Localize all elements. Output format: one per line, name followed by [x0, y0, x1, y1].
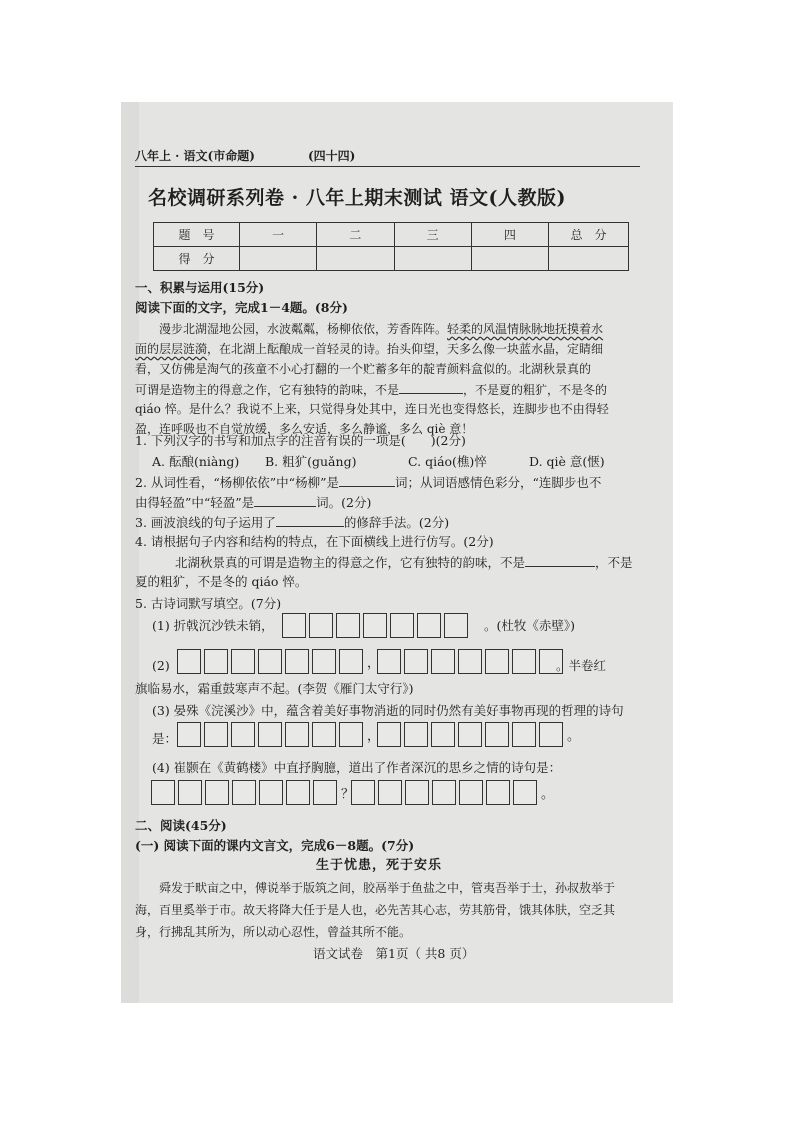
- q5-part2-line2: 旗临易水，霜重鼓寒声不起。(李贺《雁门太守行》): [135, 681, 414, 696]
- table-cell: 四: [471, 223, 548, 247]
- char-box[interactable]: [286, 780, 310, 805]
- char-box[interactable]: [485, 722, 509, 747]
- char-box[interactable]: [339, 722, 363, 747]
- option-b[interactable]: B. 粗犷(guǎng): [265, 454, 357, 469]
- char-box[interactable]: [204, 649, 228, 674]
- char-box[interactable]: [485, 649, 509, 674]
- passage-title: 生于忧患，死于安乐: [316, 858, 443, 873]
- char-box[interactable]: [309, 613, 333, 638]
- char-box[interactable]: [339, 649, 363, 674]
- char-box[interactable]: [513, 780, 537, 805]
- score-entry-cell[interactable]: [471, 247, 548, 271]
- question-1: 1. 下列汉字的书写和加点字的注音有误的一项是( )(2分): [135, 433, 466, 448]
- char-box[interactable]: [377, 722, 401, 747]
- q5-part3-prefix: 是：: [152, 731, 178, 746]
- char-box[interactable]: [404, 722, 428, 747]
- passage-line: 盈，连呼吸也不自觉放缓，多么安适，多么静谧，多么 qiè 意！: [135, 422, 474, 436]
- option-d[interactable]: D. qiè 意(惬): [529, 454, 605, 469]
- char-box[interactable]: [285, 649, 309, 674]
- q5-part2-prefix: (2): [152, 658, 170, 673]
- passage-line: 漫步北湖湿地公园，水波粼粼，杨柳依依，芳香阵阵。轻柔的风温情脉脉地抚摸着水: [135, 322, 604, 336]
- char-box[interactable]: [539, 722, 563, 747]
- score-entry-cell[interactable]: [317, 247, 394, 271]
- section2-heading: 二、阅读(45分): [135, 818, 227, 833]
- char-box[interactable]: [285, 722, 309, 747]
- table-cell: 总 分: [549, 223, 629, 247]
- question-3: 3. 画波浪线的句子运用了 的修辞手法。(2分): [135, 515, 450, 530]
- q5-part1-prefix: (1) 折戟沉沙铁未销，: [152, 618, 274, 633]
- char-box[interactable]: [363, 613, 387, 638]
- table-cell: 二: [317, 223, 394, 247]
- q5-part1-source: 。(杜牧《赤壁》): [484, 618, 576, 633]
- passage-line: 看，又仿佛是淘气的孩童不小心打翻的一个贮蓄多年的靛青颜料盒似的。北湖秋景真的: [135, 362, 592, 376]
- option-a[interactable]: A. 酝酿(niàng): [152, 454, 240, 469]
- answer-blank[interactable]: [254, 494, 316, 507]
- wavy-underlined-sentence: 轻柔的风温情脉脉地抚摸着水: [447, 322, 604, 336]
- char-box[interactable]: [404, 649, 428, 674]
- char-box[interactable]: [377, 649, 401, 674]
- score-entry-cell[interactable]: [394, 247, 471, 271]
- answer-blank[interactable]: [525, 554, 595, 567]
- char-box[interactable]: [390, 613, 414, 638]
- question-4: 4. 请根据句子内容和结构的特点，在下面横线上进行仿写。(2分): [135, 534, 494, 549]
- char-box[interactable]: [417, 613, 441, 638]
- table-cell: 一: [240, 223, 317, 247]
- q5-part1-boxes: [282, 613, 471, 638]
- comma-separator: ，: [367, 656, 381, 671]
- q5-part4-boxes: [151, 780, 555, 805]
- answer-blank[interactable]: [276, 514, 344, 527]
- question-2: 2. 从词性看，“杨柳依依”中“杨柳”是 词；从词语感情色彩分，“连脚步也不: [135, 475, 602, 490]
- char-box[interactable]: [458, 722, 482, 747]
- passage-line: 面的层层涟漪，在北湖上酝酿成一首轻灵的诗。抬头仰望，天多么像一块蓝水晶，定睛细: [135, 342, 604, 356]
- passage-line: 舜发于畎亩之中，傅说举于版筑之间，胶鬲举于鱼盐之中，管夷吾举于士，孙叔敖举于: [135, 881, 616, 895]
- wavy-underlined-sentence: 面的层层涟漪: [135, 342, 208, 356]
- q5-part2-boxes: [177, 649, 566, 674]
- table-cell: 得 分: [154, 247, 240, 271]
- char-box[interactable]: [312, 649, 336, 674]
- char-box[interactable]: [486, 780, 510, 805]
- char-box[interactable]: [432, 780, 456, 805]
- section1-instruction: 阅读下面的文字，完成1－4题。(8分): [135, 300, 348, 315]
- char-box[interactable]: [431, 649, 455, 674]
- char-box[interactable]: [405, 780, 429, 805]
- table-cell: 题 号: [154, 223, 240, 247]
- char-box[interactable]: [258, 649, 282, 674]
- char-box[interactable]: [512, 722, 536, 747]
- score-entry-cell[interactable]: [549, 247, 629, 271]
- header-rule: [135, 166, 640, 167]
- question-5: 5. 古诗词默写填空。(7分): [135, 596, 282, 611]
- section1-heading: 一、积累与运用(15分): [135, 280, 265, 295]
- char-box[interactable]: [378, 780, 402, 805]
- char-box[interactable]: [336, 613, 360, 638]
- passage-line: 可谓是造物主的得意之作，它有独特的韵味，不是 ，不是夏的粗犷，不是冬的: [135, 383, 608, 397]
- section2-sub-instruction: (一) 阅读下面的课内文言文，完成6－8题。(7分): [135, 838, 415, 853]
- char-box[interactable]: [282, 613, 306, 638]
- char-box[interactable]: [178, 780, 202, 805]
- char-box[interactable]: [313, 780, 337, 805]
- char-box[interactable]: [258, 722, 282, 747]
- char-box[interactable]: [458, 649, 482, 674]
- score-table-score-row: [154, 247, 629, 271]
- char-box[interactable]: [151, 780, 175, 805]
- passage-line: 身，行拂乱其所为，所以动心忍性，曾益其所不能。: [135, 925, 412, 939]
- char-box[interactable]: [431, 722, 455, 747]
- char-box[interactable]: [177, 722, 201, 747]
- passage-line: 海，百里奚举于市。故天将降大任于是人也，必先苦其心志，劳其筋骨，饿其体肤，空乏其: [135, 903, 616, 917]
- char-box[interactable]: [177, 649, 201, 674]
- q5-part4-line1: (4) 崔颢在《黄鹤楼》中直抒胸臆，道出了作者深沉的思乡之情的诗句是：: [152, 760, 562, 775]
- volume-number: (四十四): [308, 149, 356, 163]
- page-footer: 语文试卷 第1页（ 共8 页）: [313, 946, 475, 961]
- char-box[interactable]: [351, 780, 375, 805]
- score-table-header-row: [154, 223, 629, 247]
- char-box[interactable]: [204, 722, 228, 747]
- passage-line: qiáo 悴。是什么？我说不上来，只觉得身处其中，连日光也变得悠长，连脚步也不由得轻: [135, 402, 609, 416]
- option-c[interactable]: C. qiáo(樵)悴: [408, 454, 487, 469]
- char-box[interactable]: [231, 722, 255, 747]
- char-box[interactable]: [444, 613, 468, 638]
- answer-blank[interactable]: [399, 381, 463, 394]
- char-box[interactable]: [459, 780, 483, 805]
- char-box[interactable]: [312, 722, 336, 747]
- question-4-line2: 夏的粗犷，不是冬的 qiáo 悴。: [135, 574, 308, 589]
- table-cell: 三: [394, 223, 471, 247]
- q5-part3-boxes: [177, 722, 581, 747]
- series-label: 八年上 · 语文(市命题): [135, 149, 255, 163]
- comma-separator: ，: [367, 729, 381, 744]
- q5-part2-suffix: 。半卷红: [556, 658, 607, 673]
- period: 。: [567, 729, 581, 744]
- answer-blank[interactable]: [339, 474, 395, 487]
- score-entry-cell[interactable]: [240, 247, 317, 271]
- char-box[interactable]: [231, 649, 255, 674]
- char-box[interactable]: [232, 780, 256, 805]
- score-table: [153, 222, 629, 271]
- char-box[interactable]: [205, 780, 229, 805]
- period: 。: [541, 787, 555, 802]
- char-box[interactable]: [259, 780, 283, 805]
- exam-title: 名校调研系列卷 · 八年上期末测试 语文(人教版): [148, 187, 566, 209]
- q5-part3-line1: (3) 晏殊《浣溪沙》中，蕴含着美好事物消逝的同时仍然有美好事物再现的哲理的诗句: [152, 703, 624, 718]
- question-4-line1: 北湖秋景真的可谓是造物主的得意之作，它有独特的韵味，不是 ，不是: [175, 555, 633, 570]
- char-box[interactable]: [512, 649, 536, 674]
- question-2-line2: 由得轻盈”中“轻盈”是 词。(2分): [135, 495, 372, 510]
- question-mark: ？: [341, 787, 355, 802]
